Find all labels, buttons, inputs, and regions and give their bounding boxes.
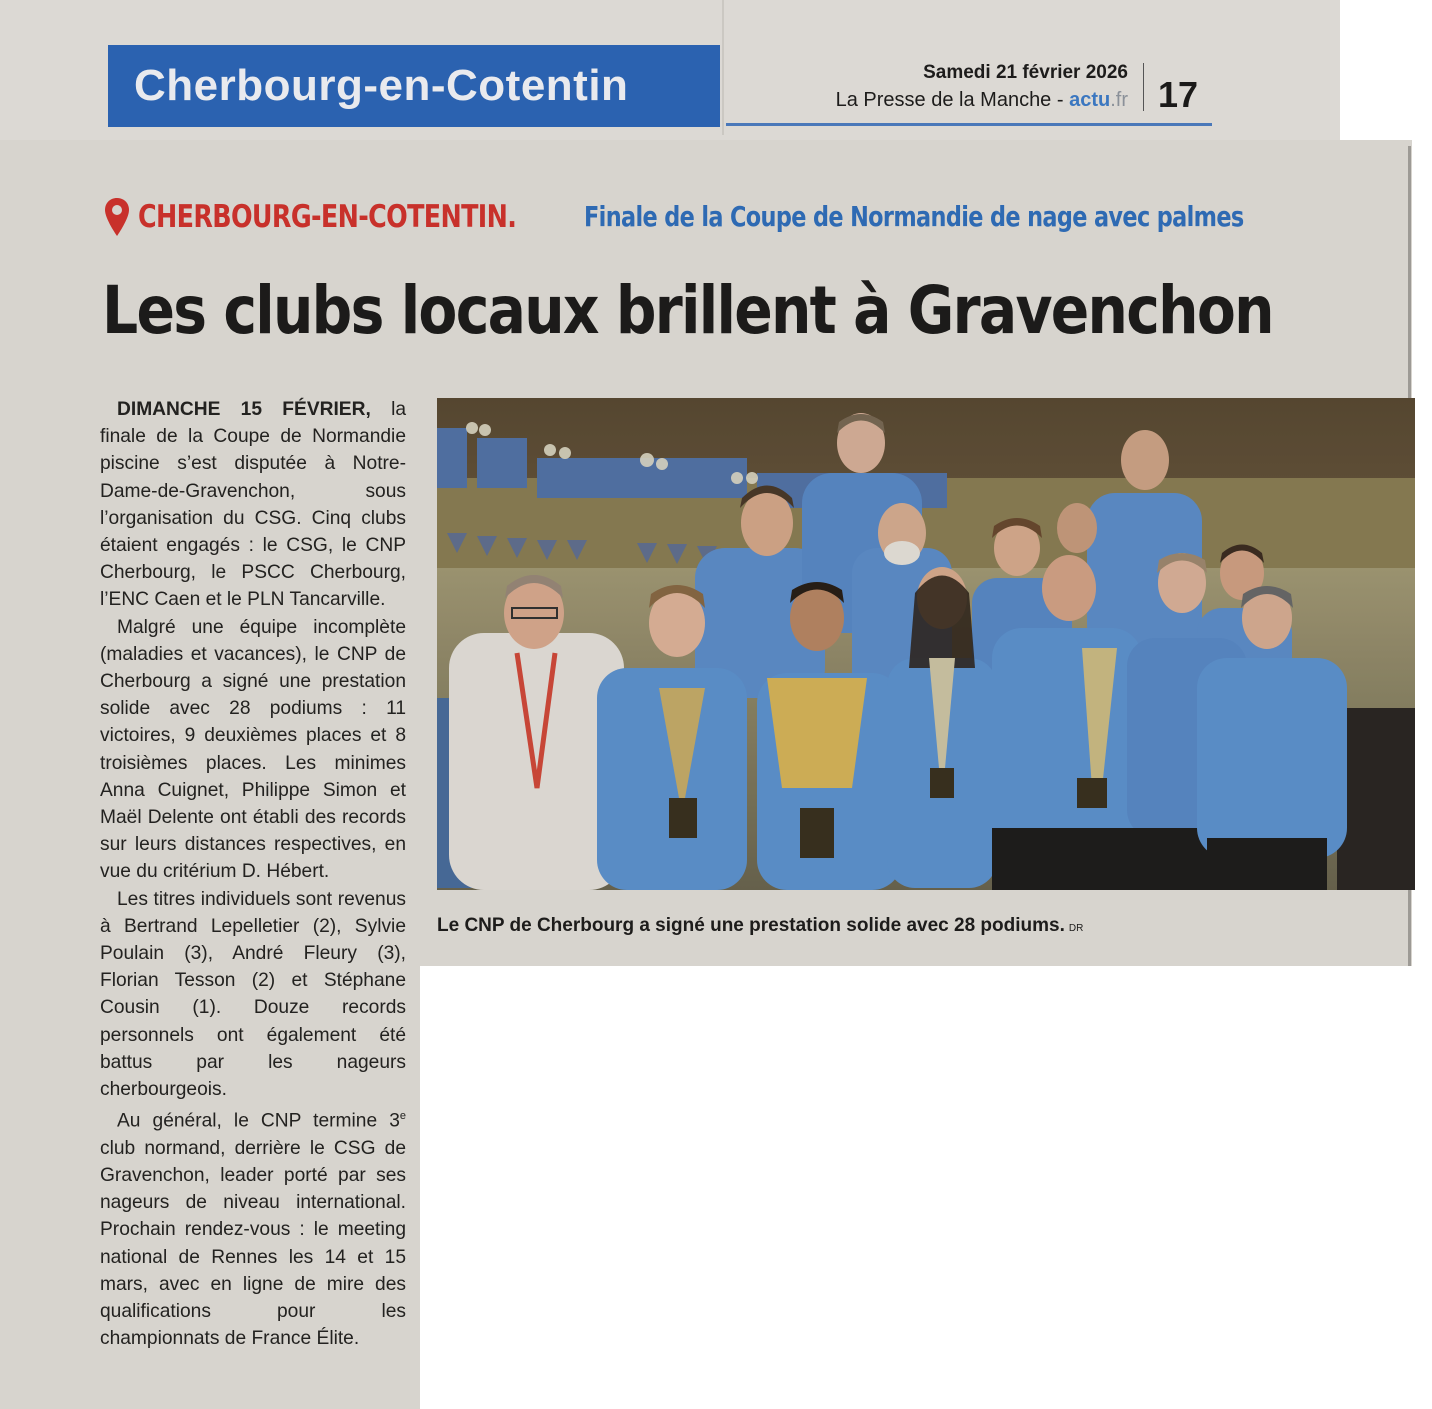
page-number: 17 — [1158, 74, 1199, 115]
paper-fold — [722, 0, 724, 135]
photo-credit: DR — [1068, 923, 1084, 934]
article-location: CHERBOURG-EN-COTENTIN. — [138, 199, 517, 235]
article-kicker — [104, 197, 1244, 237]
caption-text: Le CNP de Cherbourg a signé une prestation solide avec 28 podiums. — [437, 915, 1065, 936]
website-tld: .fr — [1110, 89, 1128, 111]
website — [1069, 89, 1128, 111]
article-headline: Les clubs locaux brillent à Gravenchon — [102, 272, 1273, 349]
team-photo-illustration — [437, 398, 1415, 890]
website-name: actu — [1069, 89, 1111, 111]
photo-caption — [437, 915, 1083, 937]
divider — [1143, 63, 1144, 111]
article-topic: Finale de la Coupe de Normandie de nage avec palmes — [584, 200, 1244, 233]
publication-info — [740, 60, 1128, 114]
publication-date: Samedi 21 février 2026 — [923, 62, 1128, 83]
newspaper-line — [740, 86, 1128, 114]
location-pin-icon — [104, 197, 130, 237]
newspaper-name: La Presse de la Manche - — [835, 89, 1064, 111]
header-rule — [726, 123, 1212, 126]
paragraph: Au général, le CNP termine 3e club normand, derrière le CSG de Gravenchon, leader porté par ses nageurs de niveau international. Prochain rendez-vous : le meeting national de Rennes les 14 et 15 mars, avec en ligne de mire des qualifications pour les championnats de France Élite. — [100, 1110, 406, 1350]
lead-date: DIMANCHE 15 FÉVRIER, — [117, 399, 371, 420]
team-photo — [437, 398, 1415, 890]
paragraph: DIMANCHE 15 FÉVRIER, la finale de la Coupe de Normandie piscine s’est disputée à Notre-Dame-de-Gravenchon, sous l’organisation du CSG. Cinq clubs étaient engagés : le CSG, le CNP Cherbourg, le PSCC Cherbourg, l’ENC Caen et le PLN Tancarville. — [100, 399, 407, 611]
rubric-title: Cherbourg-en-Cotentin — [134, 61, 629, 110]
paragraph: Malgré une équipe incomplète (maladies et vacances), le CNP de Cherbourg a signé une prestation solide avec 28 podiums : 11 victoires, 9 deuxièmes places et 8 troisièmes places. Les minimes Anna Cuignet, Philippe Simon et Maël Delente ont établi des records sur leurs distances respectives, en vue du critérium D. Hébert. — [100, 616, 406, 883]
article-body — [100, 396, 406, 1353]
paragraph: Les titres individuels sont revenus à Bertrand Lepelletier (2), Sylvie Poulain (3), André Fleury (3), Florian Tesson (2) et Stéphane Cousin (1). Douze records personnels ont également été battus par les nageurs cherbourgeois. — [100, 888, 406, 1101]
rubric-banner — [108, 45, 720, 127]
